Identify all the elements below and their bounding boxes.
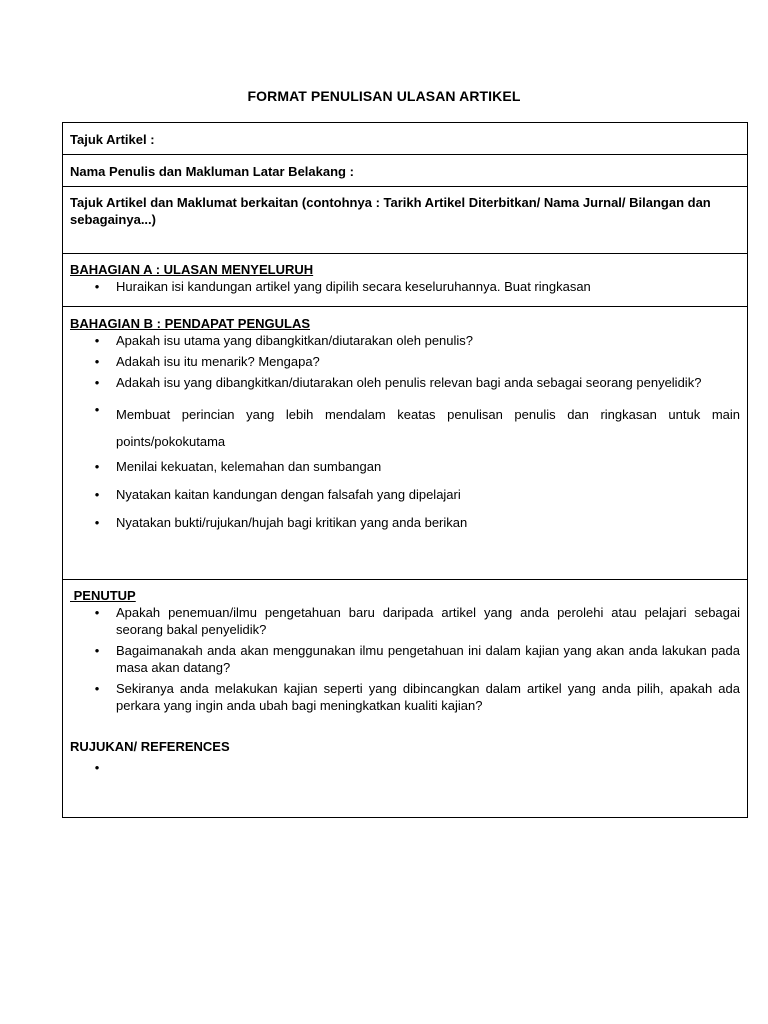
bullet-icon: •	[94, 643, 100, 658]
list-item	[70, 353, 740, 370]
row-tajuk-artikel	[63, 123, 747, 155]
list-item	[70, 278, 740, 295]
bullet-icon: •	[94, 375, 100, 390]
page-title: FORMAT PENULISAN ULASAN ARTIKEL	[247, 88, 521, 104]
list-item-text: Membuat perincian yang lebih mendalam keatas penulisan penulis dan ringkasan untuk main points/pokokutama	[116, 407, 740, 449]
list-item-text: Apakah penemuan/ilmu pengetahuan baru daripada artikel yang anda perolehi atau pelajari sebagai seorang bakal penyelidik?	[116, 605, 740, 637]
penutup-heading: PENUTUP	[70, 588, 136, 603]
row-nama-penulis	[63, 155, 747, 187]
list-item-text: Huraikan isi kandungan artikel yang dipilih secara keseluruhannya. Buat ringkasan	[116, 279, 591, 294]
bullet-icon: •	[94, 515, 100, 530]
rujukan-heading: RUJUKAN/ REFERENCES	[70, 739, 230, 754]
bullet-icon: •	[94, 605, 100, 620]
bahagian-a-list	[70, 278, 740, 295]
row-maklumat-artikel	[63, 187, 747, 254]
list-item-text: Nyatakan bukti/rujukan/hujah bagi kritikan yang anda berikan	[116, 515, 468, 530]
bahagian-b-list	[70, 332, 740, 531]
list-item-text: Adakah isu itu menarik? Mengapa?	[116, 354, 320, 369]
bullet-icon: •	[94, 487, 100, 502]
section-bahagian-b	[63, 307, 747, 580]
list-item	[70, 604, 740, 638]
list-item-text: Sekiranya anda melakukan kajian seperti yang dibincangkan dalam artikel yang anda pilih, apakah ada perkara yang ingin anda ubah bagi meningkatkan kualiti kajian?	[116, 681, 740, 713]
rujukan-list	[70, 759, 740, 776]
list-item	[70, 332, 740, 349]
bullet-icon: •	[94, 354, 100, 369]
bahagian-b-heading: BAHAGIAN B : PENDAPAT PENGULAS	[70, 316, 311, 331]
bullet-icon: •	[94, 279, 100, 294]
list-item-text: Nyatakan kaitan kandungan dengan falsafah yang dipelajari	[116, 487, 461, 502]
penutup-list	[70, 604, 740, 714]
list-item	[70, 401, 740, 455]
list-item	[70, 642, 740, 676]
list-item-text: Adakah isu yang dibangkitkan/diutarakan oleh penulis relevan bagi anda sebagai seorang penyelidik?	[116, 375, 702, 390]
maklumat-artikel-label: Tajuk Artikel dan Maklumat berkaitan (contohnya : Tarikh Artikel Diterbitkan/ Nama Jurnal/ Bilangan dan sebagainya...)	[70, 195, 711, 227]
list-item	[70, 374, 740, 391]
section-bahagian-a	[63, 254, 747, 307]
section-penutup	[63, 580, 747, 817]
tajuk-artikel-label: Tajuk Artikel :	[70, 132, 155, 147]
list-item	[70, 486, 740, 503]
review-form-table	[62, 122, 748, 818]
bahagian-a-heading: BAHAGIAN A : ULASAN MENYELURUH	[70, 262, 314, 277]
list-item	[70, 458, 740, 475]
list-item-text: Menilai kekuatan, kelemahan dan sumbangan	[116, 459, 382, 474]
bullet-icon: •	[94, 681, 100, 696]
list-item	[70, 514, 740, 531]
list-item-text: Apakah isu utama yang dibangkitkan/diutarakan oleh penulis?	[116, 333, 474, 348]
list-item	[70, 759, 740, 776]
list-item	[70, 680, 740, 714]
bullet-icon: •	[94, 760, 100, 775]
list-item-text: Bagaimanakah anda akan menggunakan ilmu pengetahuan ini dalam kajian yang akan anda lakukan pada masa akan datang?	[116, 643, 740, 675]
bullet-icon: •	[94, 333, 100, 348]
bullet-icon: •	[94, 459, 100, 474]
nama-penulis-label: Nama Penulis dan Makluman Latar Belakang :	[70, 164, 354, 179]
bullet-icon: •	[94, 402, 100, 417]
